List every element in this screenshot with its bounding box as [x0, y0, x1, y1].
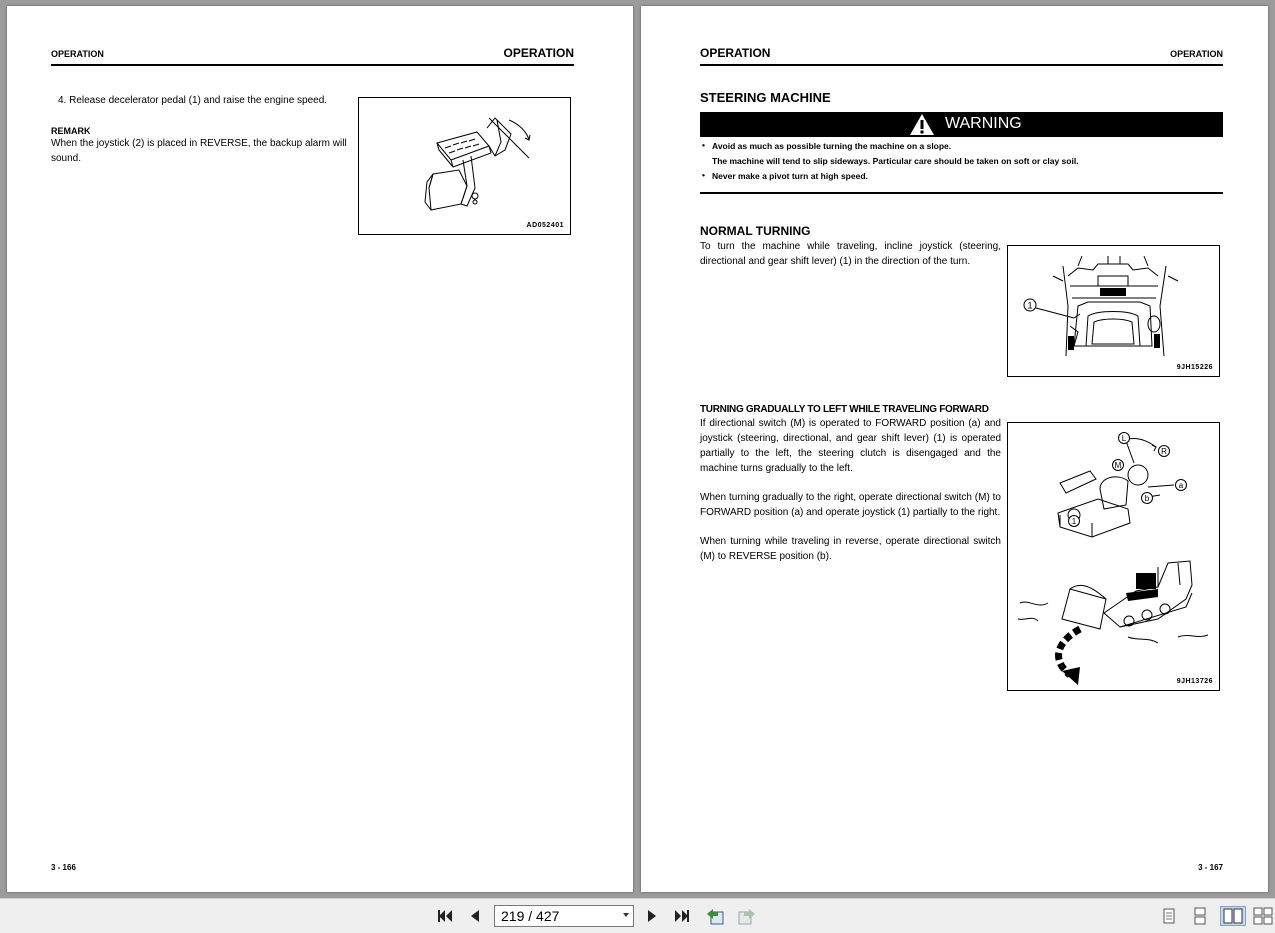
first-page-icon: [436, 908, 454, 924]
previous-view-button[interactable]: [704, 906, 726, 926]
two-page-continuous-view-icon: [1253, 907, 1273, 925]
gradual-turn-para-2: When turning gradually to the right, operate directional switch (M) to FORWARD position (a) and operate joystick (1) partially to the right.: [700, 492, 1001, 518]
section-title: STEERING MACHINE: [700, 90, 831, 105]
gradual-turn-title: TURNING GRADUALLY TO LEFT WHILE TRAVELING FORWARD: [700, 404, 989, 415]
warning-banner: [700, 112, 1223, 137]
continuous-view-icon: [1192, 907, 1208, 925]
normal-turning-text: To turn the machine while traveling, incline joystick (steering, directional and gear shift lever) (1) in the direction of the turn.: [700, 241, 1001, 267]
figure-code: 9JH15226: [1176, 364, 1213, 371]
left-page: [7, 6, 633, 892]
step-text: 4. Release decelerator pedal (1) and raise the engine speed.: [58, 95, 328, 106]
normal-turning-figure: [1007, 245, 1220, 377]
remark-label: REMARK: [51, 126, 91, 136]
figure-callout: M: [1114, 461, 1122, 470]
normal-turning-title: NORMAL TURNING: [700, 224, 811, 238]
figure-callout: 1: [1071, 517, 1077, 526]
first-page-button[interactable]: [434, 906, 456, 926]
single-page-view-icon: [1161, 907, 1177, 925]
gradual-turn-para-1: If directional switch (M) is operated to FORWARD position (a) and joystick (steering, directional, and gear shift lever) (1) is operated partially to the left, the steering clutch is disengaged and the machine turns gradually to the left.: [700, 418, 1001, 474]
page-header: [700, 42, 1223, 66]
figure-code: AD052401: [526, 222, 564, 229]
next-view-icon: [737, 907, 757, 925]
header-right-label: OPERATION: [1170, 49, 1223, 59]
previous-view-icon: [705, 907, 725, 925]
prev-page-button[interactable]: [464, 906, 486, 926]
page-header: [51, 42, 574, 66]
two-page-continuous-view-button[interactable]: [1252, 906, 1274, 926]
figure-callout: b: [1144, 494, 1150, 503]
figure-callout: L: [1121, 434, 1127, 443]
page-number-dropdown[interactable]: [494, 905, 634, 927]
warning-divider: [700, 192, 1223, 194]
header-right-label: OPERATION: [503, 46, 574, 60]
header-left-label: OPERATION: [51, 49, 104, 59]
warning-bullet-icon: •: [702, 140, 705, 150]
warning-item: The machine will tend to slip sideways. Particular care should be taken on soft or clay soil.: [712, 156, 1079, 166]
warning-triangle-icon: [909, 113, 935, 136]
last-page-icon: [673, 908, 691, 924]
page-number: 3 - 167: [1198, 863, 1223, 872]
pedal-figure: [358, 97, 571, 235]
figure-callout: R: [1161, 447, 1167, 456]
joystick-and-dozer-illustration: [1008, 423, 1219, 690]
prev-page-icon: [468, 908, 482, 924]
gradual-turn-para-3: When turning while traveling in reverse, operate directional switch (M) to REVERSE position (b).: [700, 536, 1001, 562]
two-page-view-button[interactable]: [1220, 906, 1246, 926]
figure-callout: a: [1178, 481, 1184, 490]
decelerator-pedal-illustration: [359, 98, 570, 234]
page-indicator: 219 / 427: [501, 908, 560, 924]
chevron-down-icon: [623, 913, 629, 917]
continuous-view-button[interactable]: [1189, 906, 1211, 926]
warning-bullet-icon: •: [702, 170, 705, 180]
next-view-button[interactable]: [736, 906, 758, 926]
next-page-button[interactable]: [641, 906, 663, 926]
next-page-icon: [645, 908, 659, 924]
two-page-view-icon: [1223, 907, 1243, 925]
single-page-view-button[interactable]: [1158, 906, 1180, 926]
warning-item: Avoid as much as possible turning the machine on a slope.: [712, 141, 952, 151]
operator-cab-illustration: [1008, 246, 1219, 376]
warning-item: Never make a pivot turn at high speed.: [712, 171, 868, 181]
last-page-button[interactable]: [671, 906, 693, 926]
viewer-toolbar: [0, 898, 1275, 933]
right-page: [641, 6, 1268, 892]
remark-text: When the joystick (2) is placed in REVERSE, the backup alarm will sound.: [51, 138, 347, 164]
page-number: 3 - 166: [51, 863, 76, 872]
warning-label: WARNING: [945, 115, 1022, 132]
gradual-turn-figure: [1007, 422, 1220, 691]
figure-callout: 1: [1027, 300, 1033, 311]
figure-code: 9JH13726: [1176, 678, 1213, 685]
header-left-label: OPERATION: [700, 46, 771, 60]
